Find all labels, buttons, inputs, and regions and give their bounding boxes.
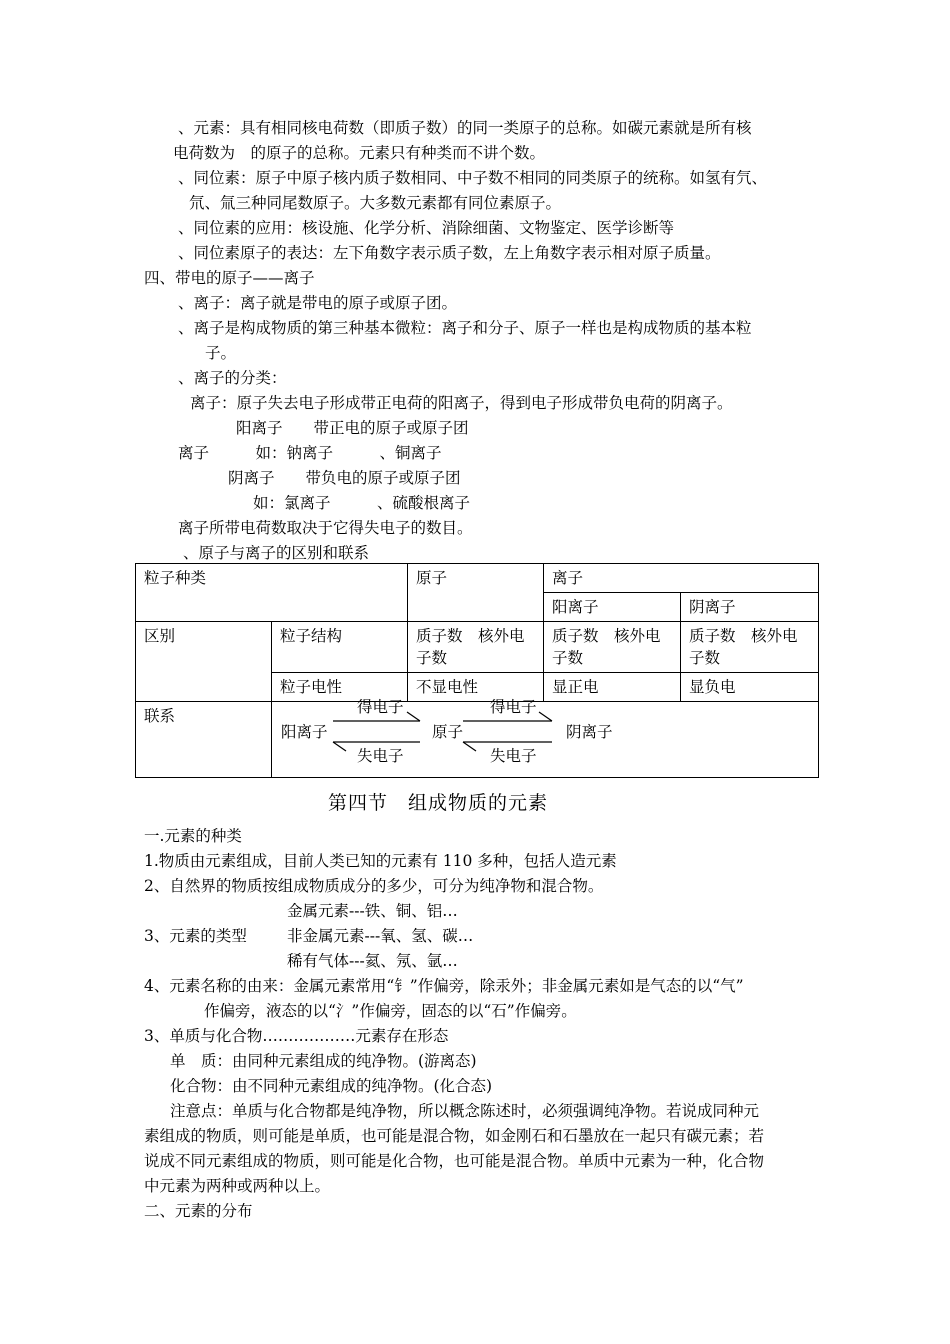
text-line: 离子所带电荷数取决于它得失电子的数目。 — [178, 519, 473, 537]
text-line: 、离子：离子就是带电的原子或原子团。 — [178, 294, 458, 312]
text-line: 1.物质由元素组成，目前人类已知的元素有 110 多种，包括人造元素 — [144, 852, 617, 870]
text-line: 子。 — [205, 344, 237, 362]
text-line: 氘、氚三种同尾数原子。大多数元素都有同位素原子。 — [189, 194, 562, 212]
text-line: 、离子的分类： — [178, 369, 287, 387]
row-structure: 粒子结构 — [272, 622, 408, 673]
lose-electron-label: 失电子 — [357, 747, 404, 765]
anion-label: 阴离子 — [566, 723, 613, 741]
atom-structure: 质子数 核外电子数 — [408, 622, 544, 673]
header-cation: 阳离子 — [544, 593, 681, 622]
text-line: 离子：原子失去电子形成带正电荷的阳离子，得到电子形成带负电荷的阴离子。 — [190, 394, 733, 412]
element-type-nonmetal: 非金属元素---氧、氢、碳… — [287, 927, 474, 945]
text-line: 、同位素：原子中原子核内质子数相同、中子数不相同的同类原子的统称。如氢有氕、 — [178, 169, 768, 187]
text-line: 3、单质与化合物………………元素存在形态 — [144, 1027, 449, 1045]
arrow-head — [407, 712, 420, 721]
text-line: 素组成的物质，则可能是单质，也可能是混合物，如金刚石和石墨放在一起只有碳元素；若 — [144, 1127, 765, 1145]
text-line: 4、元素名称的由来：金属元素常用“钅”作偏旁，除汞外；非金属元素如是气态的以“气” — [144, 977, 744, 995]
sub-heading: 一.元素的种类 — [144, 827, 242, 845]
text-line: 作偏旁，液态的以“氵”作偏旁，固态的以“石”作偏旁。 — [204, 1002, 577, 1020]
header-anion: 阴离子 — [681, 593, 819, 622]
ion-class-cation: 阳离子 带正电的原子或原子团 — [236, 419, 469, 437]
ion-class-root: 离子 如：钠离子 、铜离子 — [178, 444, 442, 462]
text-line: 、元素：具有相同核电荷数（即质子数）的同一类原子的总称。如碳元素就是所有核 — [178, 119, 752, 137]
text-line: 单 质：由同种元素组成的纯净物。(游离态) — [170, 1052, 477, 1070]
atom-charge: 不显电性 — [408, 673, 544, 702]
element-type-noble-gas: 稀有气体---氦、氖、氩… — [287, 952, 458, 970]
text-line: 中元素为两种或两种以上。 — [144, 1177, 331, 1195]
ion-class-anion: 阴离子 带负电的原子或原子团 — [228, 469, 461, 487]
header-ion: 离子 — [544, 564, 819, 593]
text-line: 化合物：由不同种元素组成的纯净物。(化合态) — [170, 1077, 493, 1095]
text-line: 、离子是构成物质的第三种基本微粒：离子和分子、原子一样也是构成物质的基本粒 — [178, 319, 752, 337]
ion-class-anion-example: 如：氯离子 、硫酸根离子 — [253, 494, 471, 512]
sub-heading: 二、元素的分布 — [144, 1202, 253, 1220]
text-line: 2、自然界的物质按组成物质成分的多少，可分为纯净物和混合物。 — [144, 877, 604, 895]
element-type-metal: 金属元素---铁、铜、铝… — [287, 902, 458, 920]
anion-structure: 质子数 核外电子数 — [681, 622, 819, 673]
row-charge: 粒子电性 — [272, 673, 408, 702]
text-line: 说成不同元素组成的物质，则可能是化合物，也可能是混合物。单质中元素为一种，化合物 — [144, 1152, 765, 1170]
atom-label: 原子 — [432, 723, 464, 741]
arrow-head — [333, 742, 346, 751]
arrow-head — [463, 742, 476, 751]
row-difference: 区别 — [136, 622, 272, 702]
section-title: 第四节 组成物质的元素 — [328, 792, 549, 814]
table-caption: 、原子与离子的区别和联系 — [183, 544, 370, 562]
header-particle-type: 粒子种类 — [136, 564, 408, 622]
arrow-head — [539, 712, 552, 721]
text-line: 、同位素的应用：核设施、化学分析、消除细菌、文物鉴定、医学诊断等 — [178, 219, 675, 237]
text-line: 、同位素原子的表达：左下角数字表示质子数，左上角数字表示相对原子质量。 — [178, 244, 721, 262]
text-line: 注意点：单质与化合物都是纯净物，所以概念陈述时，必须强调纯净物。若说成同种元 — [170, 1102, 760, 1120]
gain-electron-label: 得电子 — [490, 698, 537, 716]
gain-electron-label: 得电子 — [357, 698, 404, 716]
row-relation: 联系 — [136, 702, 272, 778]
text-line: 电荷数为 的原子的总称。元素只有种类而不讲个数。 — [173, 144, 546, 162]
element-type-label: 3、元素的类型 — [144, 927, 247, 945]
anion-charge: 显负电 — [681, 673, 819, 702]
cation-label: 阳离子 — [281, 723, 328, 741]
cation-charge: 显正电 — [544, 673, 681, 702]
lose-electron-label: 失电子 — [490, 747, 537, 765]
section-heading: 四、带电的原子——离子 — [144, 269, 315, 287]
cation-structure: 质子数 核外电子数 — [544, 622, 681, 673]
header-atom: 原子 — [408, 564, 544, 622]
